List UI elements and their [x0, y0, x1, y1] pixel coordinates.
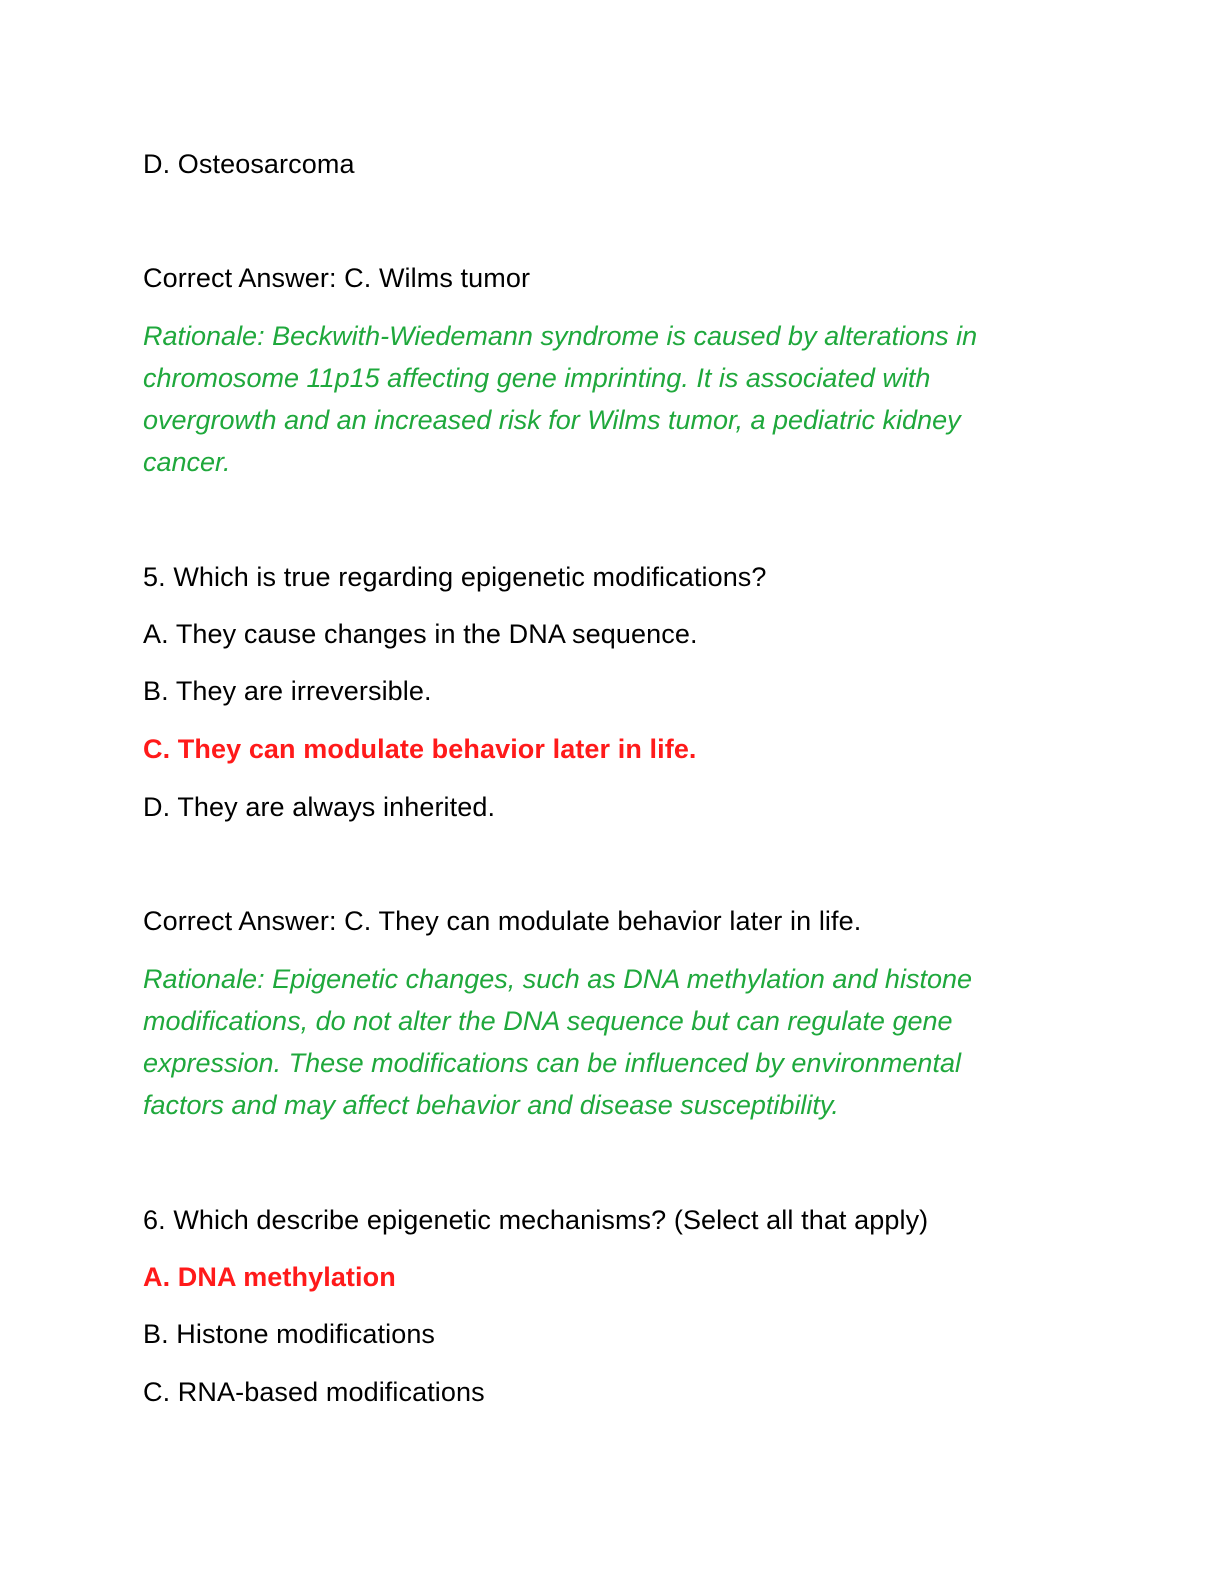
- q5-question: 5. Which is true regarding epigenetic modifications?: [143, 562, 767, 592]
- q4-rationale: [143, 315, 1083, 483]
- q5-option-a: A. They cause changes in the DNA sequence.: [143, 619, 698, 649]
- q5-option-c-highlighted: C. They can modulate behavior later in life.: [143, 734, 697, 764]
- q5-correct-answer: Correct Answer: C. They can modulate behavior later in life.: [143, 906, 862, 936]
- q5-option-b: B. They are irreversible.: [143, 676, 432, 706]
- q6-question: 6. Which describe epigenetic mechanisms? (Select all that apply): [143, 1205, 929, 1235]
- q4-correct-answer: Correct Answer: C. Wilms tumor: [143, 263, 531, 293]
- q6-option-c: C. RNA-based modifications: [143, 1377, 485, 1407]
- q4-option-d: D. Osteosarcoma: [143, 149, 355, 179]
- q5-rationale: [143, 958, 1083, 1126]
- q4-rationale-line: cancer.: [143, 447, 231, 477]
- q5-rationale-line: Rationale: Epigenetic changes, such as DNA methylation and histone: [143, 964, 972, 994]
- q5-option-d: D. They are always inherited.: [143, 792, 496, 822]
- q5-rationale-line: expression. These modifications can be influenced by environmental: [143, 1048, 961, 1078]
- q4-rationale-line: overgrowth and an increased risk for Wilms tumor, a pediatric kidney: [143, 405, 961, 435]
- q5-rationale-line: factors and may affect behavior and disease susceptibility.: [143, 1090, 839, 1120]
- q4-rationale-line: Rationale: Beckwith-Wiedemann syndrome is caused by alterations in: [143, 321, 978, 351]
- q4-rationale-line: chromosome 11p15 affecting gene imprinting. It is associated with: [143, 363, 931, 393]
- q5-rationale-line: modifications, do not alter the DNA sequence but can regulate gene: [143, 1006, 953, 1036]
- q6-option-b: B. Histone modifications: [143, 1319, 436, 1349]
- q6-option-a-highlighted: A. DNA methylation: [143, 1262, 396, 1292]
